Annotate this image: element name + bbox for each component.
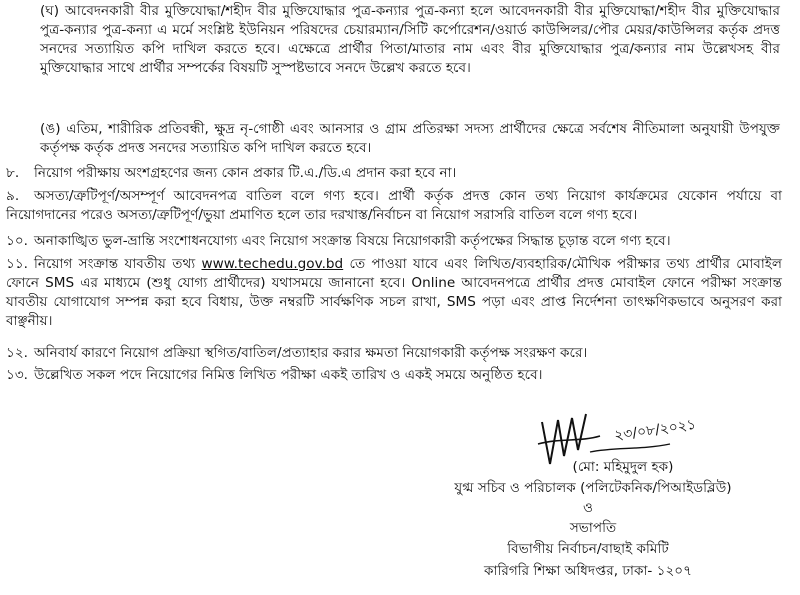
- clause-13-number: ১৩.: [6, 367, 28, 383]
- clause-12-text: অনিবার্য কারণে নিয়োগ প্রক্রিয়া স্থগিত/বাতিল/প্রত্যাহার করার ক্ষমতা নিয়োগকারী কর্তৃপক্ষ সংরক্ষণ করে।: [34, 345, 588, 361]
- clause-12: [6, 344, 782, 363]
- handwritten-date: ২৩/০৮/২০২১: [613, 416, 697, 444]
- signatory-role: সভাপতি: [569, 520, 617, 536]
- clause-10-number: ১০.: [6, 233, 28, 249]
- office-address: কারিগরি শিক্ষা অধিদপ্তর, ঢাকা- ১২০৭: [484, 563, 692, 579]
- clause-11: [6, 255, 782, 331]
- signatory-designation: যুগ্ম সচিব ও পরিচালক (পলিটেকনিক/পিআইডব্লিউ): [454, 480, 732, 496]
- clause-umo: (ঙ) এতিম, শারীরিক প্রতিবন্ধী, ক্ষুদ্র নৃ-গোষ্ঠী এবং আনসার ও গ্রাম প্রতিরক্ষা সদস্য প্রার্থীদের ক্ষেত্রে সর্বশেষ নীতিমালা অনুযায়ী উপযুক্ত কর্তৃপক্ষ কর্তৃক প্রদত্ত সনদের সত্যায়িত কপি দাখিল করতে হবে।: [40, 121, 780, 156]
- clause-11-number: ১১.: [6, 256, 28, 272]
- clause-11-text-a: নিয়োগ সংক্রান্ত যাবতীয় তথ্য: [34, 256, 196, 272]
- clause-13-text: উল্লেখিত সকল পদে নিয়োগের নিমিত্ত লিখিত পরীক্ষা একই তারিখ ও একই সময়ে অনুষ্ঠিত হবে।: [34, 367, 543, 383]
- signatory-conjunction: ও: [582, 500, 593, 516]
- clause-gha: (ঘ) আবেদনকারী বীর মুক্তিযোদ্ধা/শহীদ বীর মুক্তিযোদ্ধার পুত্র-কন্যার পুত্র-কন্যা হলে আবেদনকারী বীর মুক্তিযোদ্ধা/শহীদ বীর মুক্তিযোদ্ধার পুত্র-কন্যার পুত্র-কন্যা এ মর্মে সংশ্লিষ্ট ইউনিয়ন পরিষদের চেয়ারম্যান/সিটি কর্পোরেশন/ওয়ার্ড কাউন্সিলর/পৌর মেয়র/কাউন্সিলর কর্তৃক প্রদত্ত সনদের সত্যায়িত কপি দাখিল করতে হবে। এক্ষেত্রে প্রার্থীর পিতা/মাতার নাম এবং বীর মুক্তিযোদ্ধার পুত্র/কন্যার নাম উল্লেখসহ বীর মুক্তিযোদ্ধার সাথে প্রার্থীর সম্পর্কের বিষয়টি সুস্পষ্টভাবে সনদে উল্লেখ করতে হবে।: [40, 3, 780, 76]
- clause-8: [6, 164, 782, 183]
- website-link[interactable]: www.techedu.gov.bd: [201, 256, 344, 272]
- clause-9-text: অসত্য/ত্রুটিপূর্ণ/অসম্পূর্ণ আবেদনপত্র বাতিল বলে গণ্য হবে। প্রার্থী কর্তৃক প্রদত্ত কোন তথ্য নিয়োগ কার্যক্রমের যেকোন পর্যায়ে বা নিয়োগদানের পরেও অসত্য/ত্রুটিপূর্ণ/ভুয়া প্রমাণিত হলে তার দরখাস্ত/নির্বাচন বা নিয়োগ সরাসরি বাতিল বলে গণ্য হবে।: [6, 188, 782, 223]
- signatory-name: (মো: মহিমুদুল হক): [572, 459, 674, 475]
- clause-13: [6, 366, 782, 385]
- clause-10: [6, 232, 782, 251]
- clause-9-number: ৯.: [6, 188, 20, 204]
- clause-12-number: ১২.: [6, 345, 28, 361]
- clause-8-text: নিয়োগ পরীক্ষায় অংশগ্রহণের জন্য কোন প্রকার টি.এ./ডি.এ প্রদান করা হবে না।: [34, 165, 457, 181]
- clause-11-text-b: তে পাওয়া যাবে এবং লিখিত/ব্যবহারিক/মৌখিক পরীক্ষার তথ্য প্রার্থীর মোবাইল ফোনে SMS এর মাধ্যমে (শুধু যোগ্য প্রার্থীদের) যথাসময়ে জানানো হবে। Online আবেদনপত্রে প্রার্থীর প্রদত্ত মোবাইল ফোনে পরীক্ষা সংক্রান্ত যাবতীয় যোগাযোগ সম্পন্ন করা হবে বিধায়, উক্ত নম্বরটি সার্বক্ষণিক সচল রাখা, SMS পড়া এবং প্রাপ্ত নির্দেশনা তাৎক্ষণিকভাবে অনুসরণ করা বাঞ্ছনীয়।: [6, 256, 782, 329]
- committee-name: বিভাগীয় নির্বাচন/বাছাই কমিটি: [507, 541, 669, 557]
- clause-8-number: ৮.: [6, 165, 20, 181]
- clause-10-text: অনাকাঙ্খিত ভুল-ভ্রান্তি সংশোধনযোগ্য এবং নিয়োগ সংক্রান্ত বিষয়ে নিয়োগকারী কর্তৃপক্ষের সিদ্ধান্ত চূড়ান্ত বলে গণ্য হবে।: [34, 233, 671, 249]
- clause-9: [6, 187, 782, 225]
